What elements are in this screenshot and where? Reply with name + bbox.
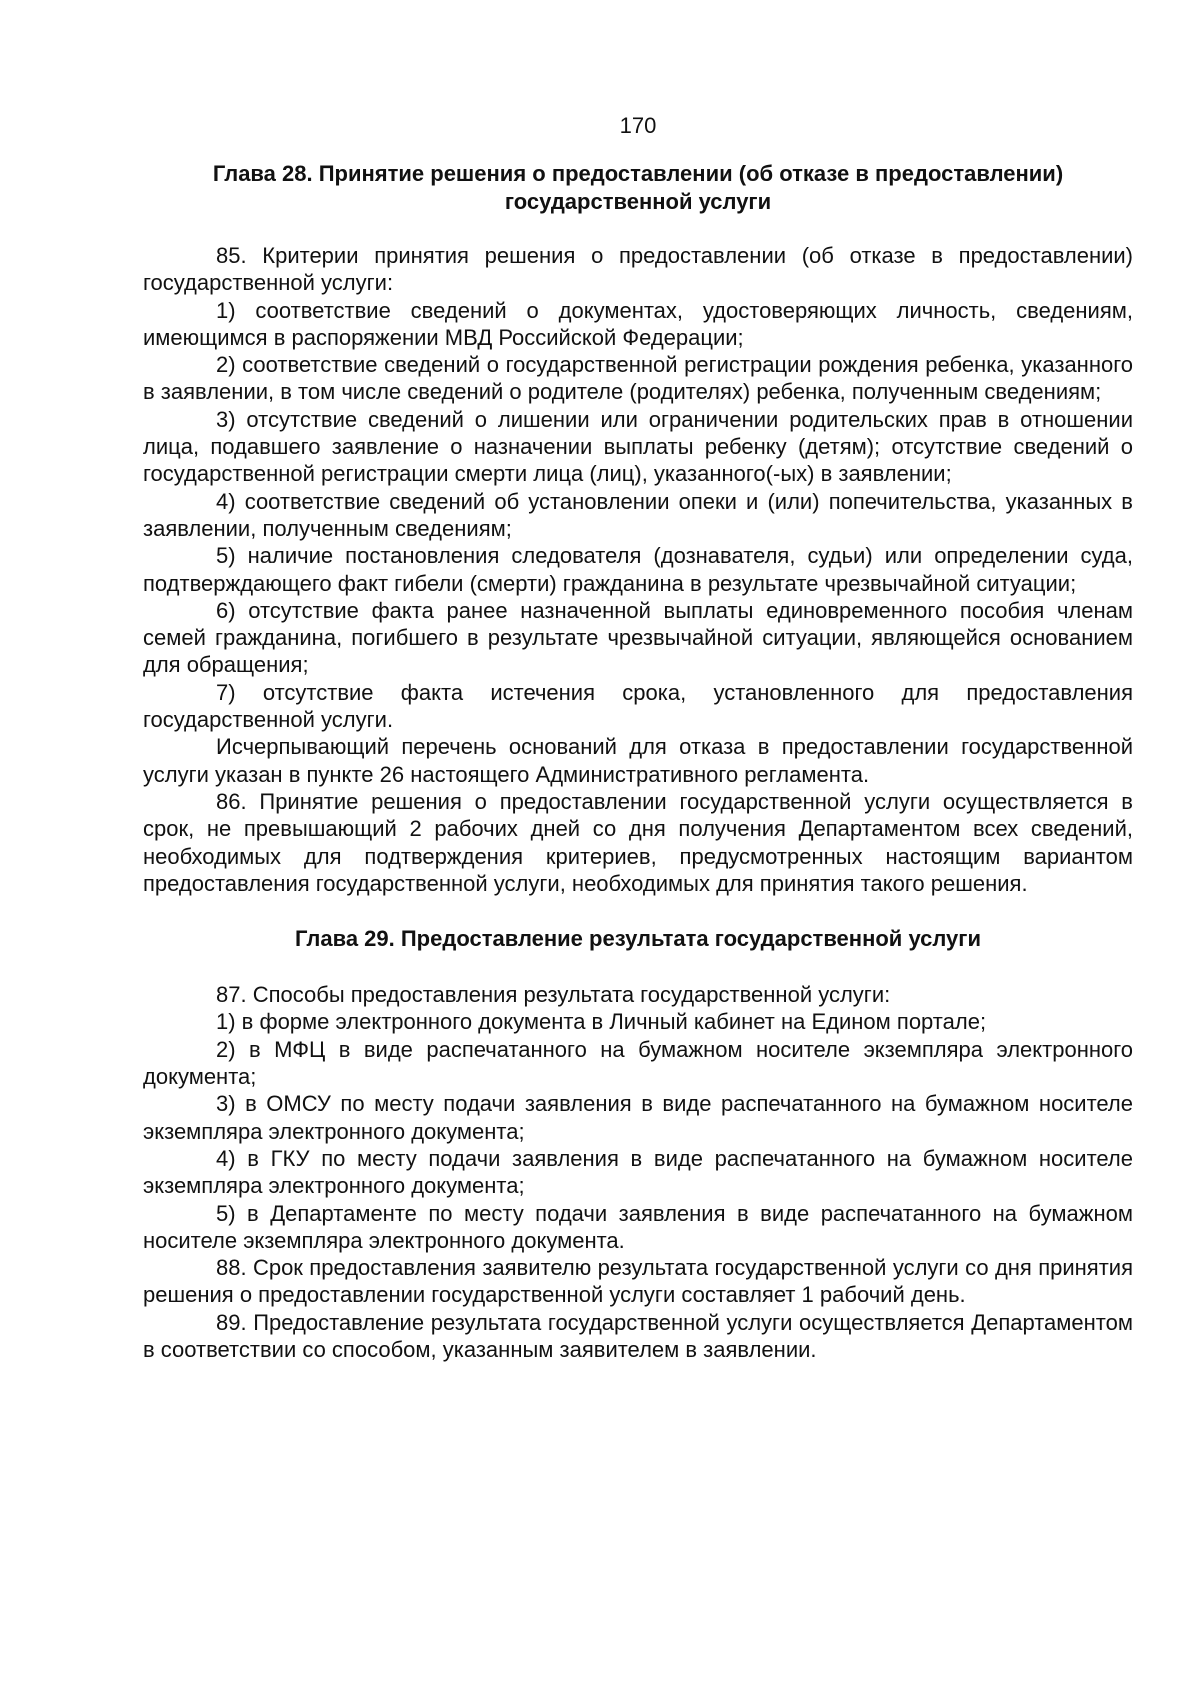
chapter-29-body [143, 981, 1133, 1363]
chapter-29-title: Глава 29. Предоставление результата государственной услуги [295, 926, 981, 952]
criterion-3: 3) отсутствие сведений о лишении или ограничении родительских прав в отношении лица, подавшего заявление о назначении выплаты ребенку (детям); отсутствие сведений о государственной регистрации смерти лица (лиц), указанного(-ых) в заявлении; [143, 406, 1133, 487]
chapter-28-body [143, 242, 1133, 897]
criterion-6: 6) отсутствие факта ранее назначенной выплаты единовременного пособия членам семей гражданина, погибшего в результате чрезвычайной ситуации, являющейся основанием для обращения; [143, 597, 1133, 678]
paragraph-85: 85. Критерии принятия решения о предоставлении (об отказе в предоставлении) государственной услуги: [143, 243, 1133, 296]
chapter-28-title-line-2: государственной услуги [504, 189, 772, 214]
refusal-grounds-note: Исчерпывающий перечень оснований для отказа в предоставлении государственной услуги указан в пункте 26 настоящего Административного регламента. [143, 734, 1133, 787]
method-1: 1) в форме электронного документа в Личный кабинет на Едином портале; [216, 1009, 987, 1035]
paragraph-87: 87. Способы предоставления результата государственной услуги: [216, 982, 891, 1008]
page-number: 170 [619, 113, 657, 138]
criterion-5: 5) наличие постановления следователя (дознавателя, судьи) или определении суда, подтверждающего факт гибели (смерти) гражданина в результате чрезвычайной ситуации; [143, 543, 1133, 596]
document-page [143, 112, 1133, 1363]
method-4: 4) в ГКУ по месту подачи заявления в виде распечатанного на бумажном носителе экземпляра электронного документа; [143, 1145, 1133, 1199]
chapter-28-title [143, 160, 1133, 216]
method-2: 2) в МФЦ в виде распечатанного на бумажном носителе экземпляра электронного документа; [143, 1036, 1133, 1090]
criterion-7: 7) отсутствие факта истечения срока, установленного для предоставления государственной услуги. [143, 679, 1133, 733]
method-5: 5) в Департаменте по месту подачи заявления в виде распечатанного на бумажном носителе экземпляра электронного документа. [143, 1200, 1133, 1253]
criterion-4: 4) соответствие сведений об установлении опеки и (или) попечительства, указанных в заявлении, полученным сведениям; [143, 488, 1133, 541]
criterion-2: 2) соответствие сведений о государственной регистрации рождения ребенка, указанного в заявлении, в том числе сведений о родителе (родителях) ребенка, полученным сведениям; [143, 352, 1133, 405]
paragraph-88: 88. Срок предоставления заявителю результата государственной услуги со дня принятия решения о предоставлении государственной услуги составляет 1 рабочий день. [143, 1255, 1133, 1308]
chapter-28-title-line-1: Глава 28. Принятие решения о предоставлении (об отказе в предоставлении) [212, 161, 1064, 186]
paragraph-89: 89. Предоставление результата государственной услуги осуществляется Департаментом в соответствии со способом, указанным заявителем в заявлении. [143, 1309, 1133, 1362]
method-3: 3) в ОМСУ по месту подачи заявления в виде распечатанного на бумажном носителе экземпляра электронного документа; [143, 1091, 1133, 1144]
criterion-1: 1) соответствие сведений о документах, удостоверяющих личность, сведениям, имеющимся в распоряжении МВД Российской Федерации; [143, 297, 1133, 350]
paragraph-86: 86. Принятие решения о предоставлении государственной услуги осуществляется в срок, не превышающий 2 рабочих дней со дня получения Департаментом всех сведений, необходимых для подтверждения критериев, предусмотренных настоящим вариантом предоставления государственной услуги, необходимых для принятия такого решения. [143, 788, 1133, 896]
